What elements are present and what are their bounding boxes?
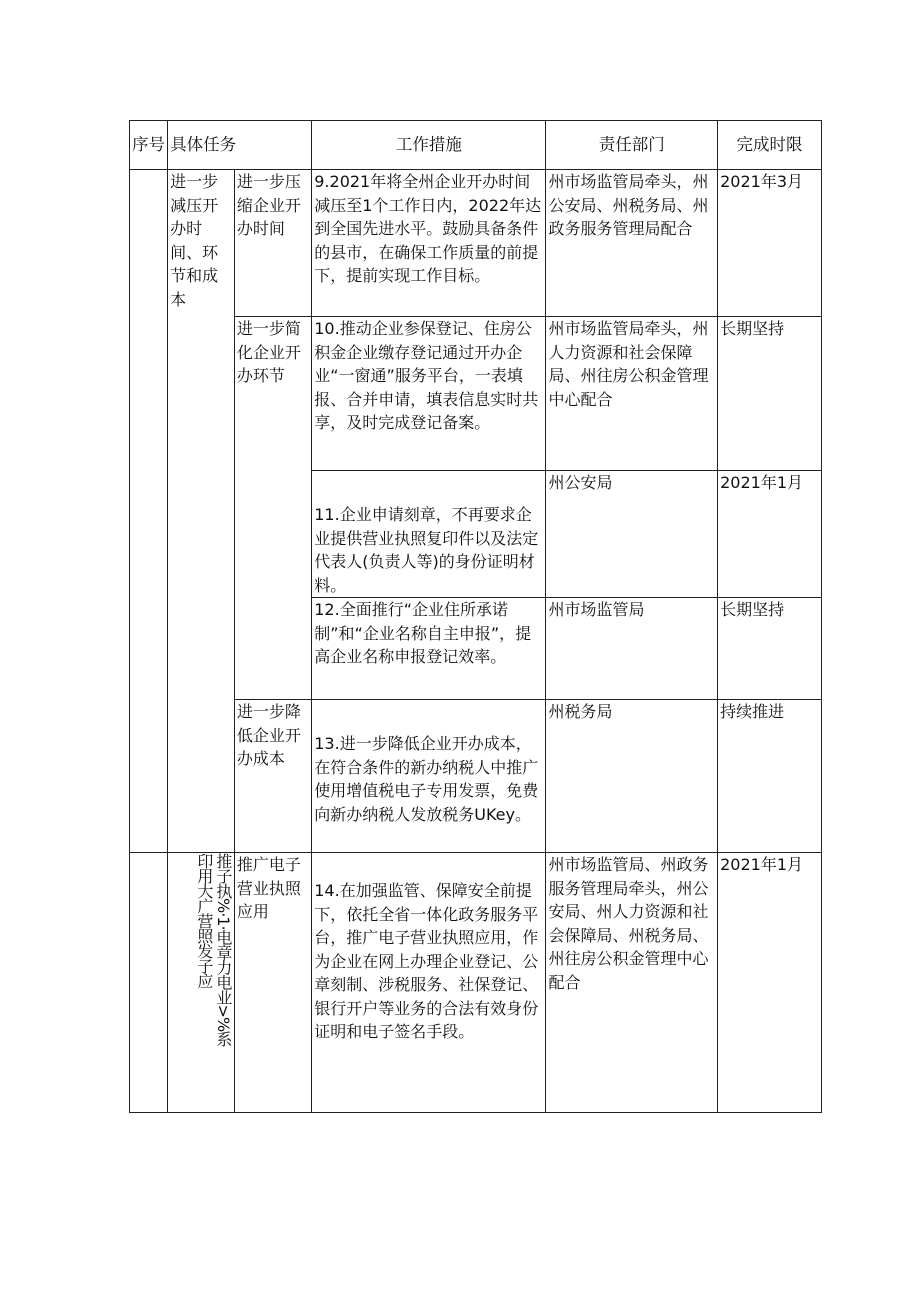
measure-cell: 11.企业申请刻章，不再要求企业提供营业执照复印件以及法定代表人(负责人等)的身份证明材料。 [312,471,546,598]
subtask-cell: 进一步压缩企业开办时间 [234,170,311,317]
dept-cell: 州税务局 [546,700,718,853]
measure-cell: 9.2021年将全州企业开办时间减压至1个工作日内，2022年达到全国先进水平。鼓励具备条件的县市，在确保工作质量的前提下，提前实现工作目标。 [312,170,546,317]
dept-cell: 州公安局 [546,471,718,598]
dept-cell: 州市场监管局牵头，州人力资源和社会保障局、州往房公积金管理中心配合 [546,317,718,471]
vertical-task-column: 印用大广营照发子应 [194,853,214,988]
table-row [130,170,822,317]
dept-cell: 州市场监管局牵头，州公安局、州税务局、州政务服务管理局配合 [546,170,718,317]
deadline-cell: 2021年1月 [718,853,822,1113]
vertical-task-column: 推子执%·1·电章力电业>%系 [213,853,233,1047]
table-row [130,853,822,1113]
header-row [130,121,822,170]
dept-cell: 州市场监管局 [546,598,718,700]
header-measure: 工作措施 [312,121,546,170]
header-seq: 序号 [130,121,168,170]
subtask-cell: 推广电子营业执照应用 [234,853,311,1113]
deadline-cell: 长期坚持 [718,317,822,471]
deadline-cell: 2021年3月 [718,170,822,317]
vertical-task-text [170,853,232,1046]
header-task: 具体任务 [168,121,312,170]
deadline-cell: 长期坚持 [718,598,822,700]
subtask-cell: 进一步降低企业开办成本 [234,700,311,853]
subtask-cell: 进一步简化企业开办环节 [234,317,311,700]
task-cell [168,853,235,1113]
header-deadline: 完成时限 [718,121,822,170]
measure-cell: 12.全面推行“企业住所承诺制”和“企业名称自主申报”，提高企业名称申报登记效率。 [312,598,546,700]
task-table [129,120,822,1113]
measure-cell: 14.在加强监管、保障安全前提下，依托全省一体化政务服务平台，推广电子营业执照应用，作为企业在网上办理企业登记、公章刻制、涉税服务、社保登记、银行开户等业务的合法有效身份证明和电子签名手段。 [312,853,546,1113]
deadline-cell: 2021年1月 [718,471,822,598]
measure-cell: 13.进一步降低企业开办成本，在符合条件的新办纳税人中推广使用增值税电子专用发票，免费向新办纳税人发放税务UKey。 [312,700,546,853]
task-cell: 进一步减压开办时间、环节和成本 [168,170,235,853]
dept-cell: 州市场监管局、州政务服务管理局牵头，州公安局、州人力资源和社会保障局、州税务局、州往房公积金管理中心配合 [546,853,718,1113]
seq-cell [130,170,168,853]
header-dept: 责任部门 [546,121,718,170]
measure-cell: 10.推动企业参保登记、住房公积金企业缴存登记通过开办企业“一窗通”服务平台，一表填报、合并申请，填表信息实时共享，及时完成登记备案。 [312,317,546,471]
deadline-cell: 持续推进 [718,700,822,853]
seq-cell [130,853,168,1113]
